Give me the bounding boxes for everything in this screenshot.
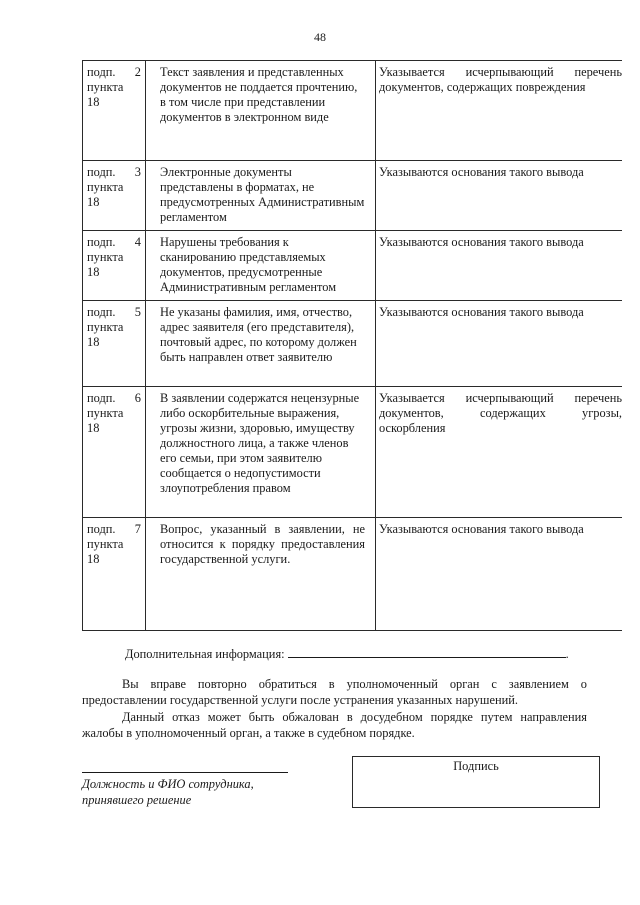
table-row — [83, 301, 623, 387]
table-row — [83, 161, 623, 231]
point-label: пункта — [87, 537, 124, 551]
table-row — [83, 387, 623, 518]
ground-reference-cell — [83, 518, 146, 631]
signer-line — [82, 772, 288, 773]
ground-reference-cell — [83, 231, 146, 301]
ground-explanation-cell: Указываются основания такого вывода — [376, 161, 623, 231]
additional-info-blank — [288, 646, 566, 658]
ground-reason-cell: Вопрос, указанный в заявлении, не относится к порядку предоставления государственной услуги. — [146, 518, 376, 631]
point-number: 18 — [87, 95, 100, 109]
ground-reason-cell: Текст заявления и представленных документов не поддается прочтению, в том числе при представлении документов в электронном виде — [146, 61, 376, 161]
subpoint-label: подп. — [87, 522, 116, 536]
ground-explanation-cell: Указываются основания такого вывода — [376, 518, 623, 631]
subpoint-number: 6 — [134, 391, 141, 405]
signature-box — [352, 756, 600, 808]
table-row — [83, 231, 623, 301]
point-number: 18 — [87, 335, 100, 349]
point-number: 18 — [87, 421, 100, 435]
additional-info-label: Дополнительная информация: — [125, 647, 285, 661]
point-label: пункта — [87, 250, 124, 264]
point-number: 18 — [87, 195, 100, 209]
signer-caption — [82, 776, 322, 808]
subpoint-label: подп. — [87, 391, 116, 405]
subpoint-number: 3 — [134, 165, 141, 179]
ground-reference-cell — [83, 301, 146, 387]
subpoint-label: подп. — [87, 65, 116, 79]
ground-reason-cell: Электронные документы представлены в форматах, не предусмотренных Административным регламентом — [146, 161, 376, 231]
ground-explanation-cell: Указывается исчерпывающий перечень документов, содержащих повреждения — [376, 61, 623, 161]
ground-reason-cell: Нарушены требования к сканированию представляемых документов, предусмотренные Административным регламентом — [146, 231, 376, 301]
subpoint-label: подп. — [87, 165, 116, 179]
ground-explanation-cell: Указываются основания такого вывода — [376, 231, 623, 301]
subpoint-number: 2 — [134, 65, 141, 79]
subpoint-label: подп. — [87, 235, 116, 249]
point-number: 18 — [87, 265, 100, 279]
point-label: пункта — [87, 406, 124, 420]
ground-reason-cell: В заявлении содержатся нецензурные либо оскорбительные выражения, угрозы жизни, здоровью, имуществу должностного лица, а также членов его семьи, при этом заявителю сообщается о недопустимости злоупотребления правом — [146, 387, 376, 518]
table-row — [83, 61, 623, 161]
appeal-paragraph: Данный отказ может быть обжалован в досудебном порядке путем направления жалобы в уполномоченный орган, а также в судебном порядке. — [82, 710, 587, 740]
additional-info-end: . — [565, 647, 569, 661]
refusal-grounds-table — [82, 60, 622, 631]
point-number: 18 — [87, 552, 100, 566]
signer-caption-line-1: Должность и ФИО сотрудника, — [82, 777, 254, 791]
ground-reference-cell — [83, 61, 146, 161]
subpoint-label: подп. — [87, 305, 116, 319]
point-label: пункта — [87, 180, 124, 194]
subpoint-number: 5 — [134, 305, 141, 319]
reapply-paragraph: Вы вправе повторно обратиться в уполномоченный орган с заявлением о предоставлении государственной услуги после устранения указанных нарушений. — [82, 677, 587, 707]
ground-reference-cell — [83, 387, 146, 518]
table-row — [83, 518, 623, 631]
point-label: пункта — [87, 320, 124, 334]
point-label: пункта — [87, 80, 124, 94]
signer-caption-line-2: принявшего решение — [82, 793, 192, 807]
ground-explanation-cell: Указывается исчерпывающий перечень документов, содержащих угрозы, оскорбления — [376, 387, 623, 518]
signature-label: Подпись — [453, 759, 499, 773]
subpoint-number: 4 — [134, 235, 141, 249]
subpoint-number: 7 — [134, 522, 141, 536]
ground-reference-cell — [83, 161, 146, 231]
additional-info-line — [125, 646, 605, 662]
ground-explanation-cell: Указываются основания такого вывода — [376, 301, 623, 387]
page-number: 48 — [314, 30, 326, 44]
ground-reason-cell: Не указаны фамилия, имя, отчество, адрес заявителя (его представителя), почтовый адрес, по которому должен быть направлен ответ заявителю — [146, 301, 376, 387]
